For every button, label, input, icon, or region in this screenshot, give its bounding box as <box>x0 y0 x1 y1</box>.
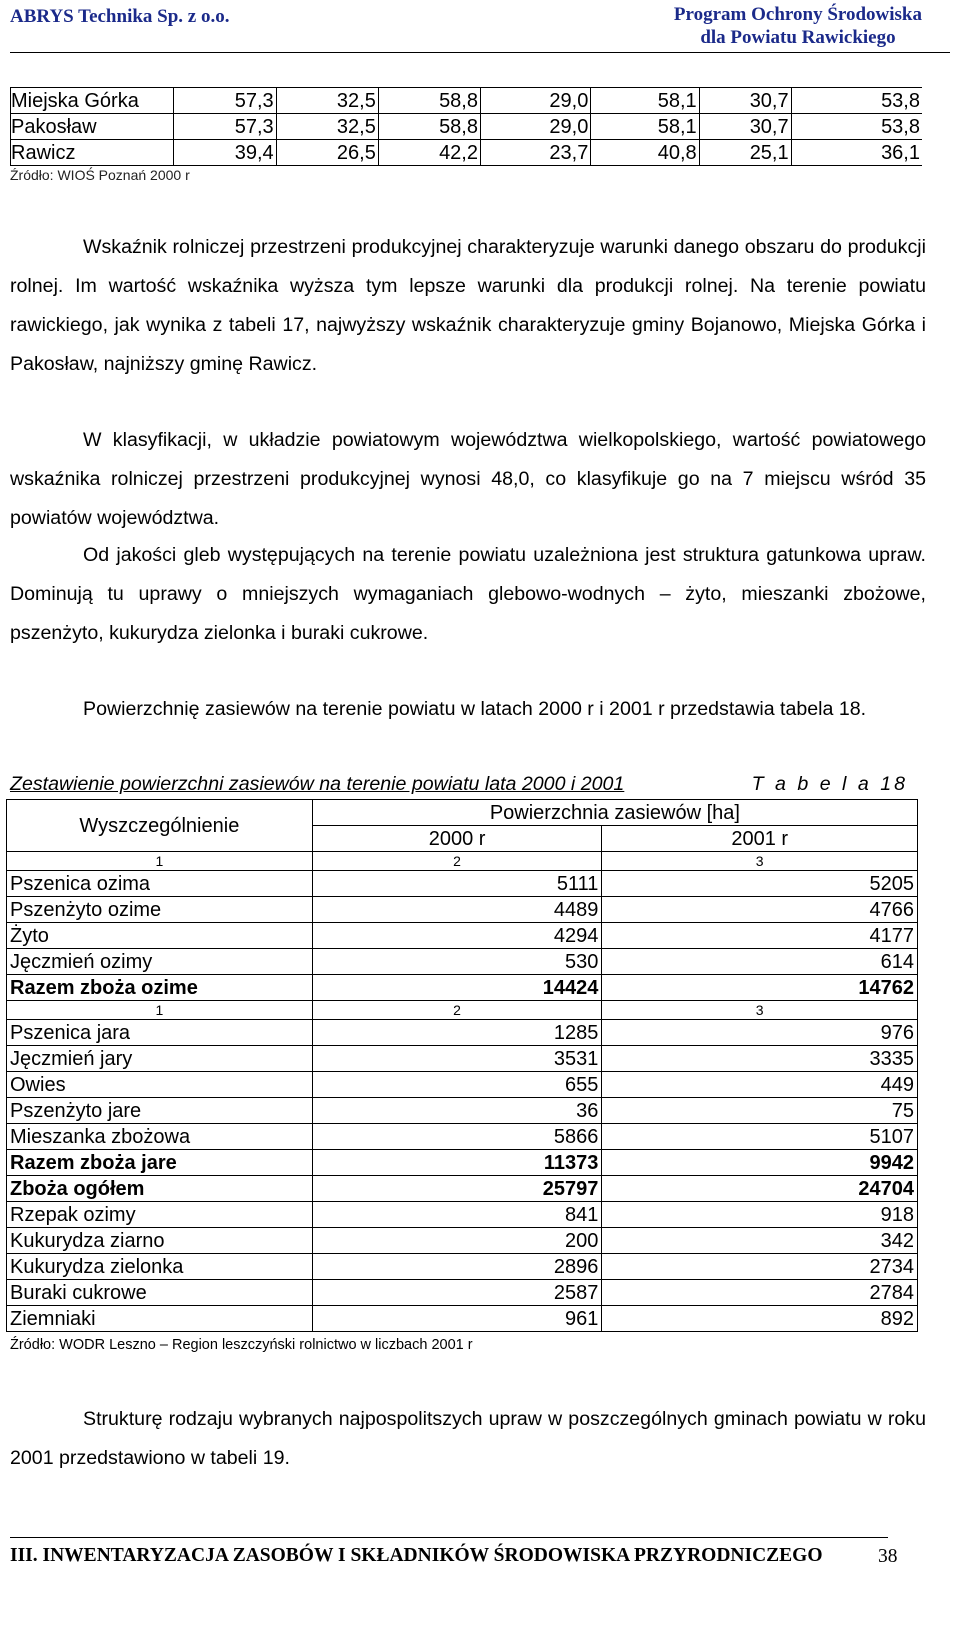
value-2000: 2896 <box>312 1254 602 1280</box>
header-cell-area: Powierzchnia zasiewów [ha] <box>312 800 917 826</box>
table-row <box>7 1254 918 1280</box>
value-2001: 342 <box>602 1228 918 1254</box>
column-index: 1 <box>7 852 313 871</box>
table-row <box>7 923 918 949</box>
table-row <box>7 949 918 975</box>
value-2001: 4177 <box>602 923 918 949</box>
row-label: Pszenżyto jare <box>7 1098 313 1124</box>
value-2000: 961 <box>312 1306 602 1332</box>
paragraph-3: Od jakości gleb występujących na terenie powiatu uzależniona jest struktura gatunkowa upraw. Dominują tu uprawy o mniejszych wymaganiach glebowo-wodnych – żyto, mieszanki zbożowe, pszenżyto, kukurydza zielonka i buraki cukrowe. <box>10 544 926 644</box>
table-18 <box>6 799 918 1332</box>
top-table-row <box>11 88 923 114</box>
table-caption-label: T a b e l a 18 <box>751 773 908 795</box>
value-2001: 892 <box>602 1306 918 1332</box>
row-value: 42,2 <box>378 140 480 166</box>
row-label: Kukurydza ziarno <box>7 1228 313 1254</box>
table-row <box>7 1228 918 1254</box>
row-value: 53,8 <box>791 88 922 114</box>
table-row <box>7 1280 918 1306</box>
value-2000: 5111 <box>312 871 602 897</box>
row-value: 39,4 <box>174 140 276 166</box>
value-2000: 11373 <box>312 1150 602 1176</box>
table-row <box>7 1020 918 1046</box>
value-2000: 841 <box>312 1202 602 1228</box>
row-label: Zboża ogółem <box>7 1176 313 1202</box>
row-label: Kukurydza zielonka <box>7 1254 313 1280</box>
footer-chapter: III. INWENTARYZACJA ZASOBÓW I SKŁADNIKÓW ŚRODOWISKA PRZYRODNICZEGO <box>10 1545 823 1566</box>
row-label: Jęczmień ozimy <box>7 949 313 975</box>
row-value: 40,8 <box>591 140 699 166</box>
paragraph-1: Wskaźnik rolniczej przestrzeni produkcyjnej charakteryzuje warunki danego obszaru do produkcji rolnej. Im wartość wskaźnika wyższa tym lepsze warunki dla produkcji rolnej. Na terenie powiatu rawickiego, jak wynika z tabeli 17, najwyższy wskaźnik charakteryzuje gminy Bojanowo, Miejska Górka i Pakosław, najniższy gminę Rawicz. <box>10 236 926 375</box>
value-2001: 2784 <box>602 1280 918 1306</box>
top-table-source: Źródło: WIOŚ Poznań 2000 r <box>10 167 190 183</box>
value-2001: 24704 <box>602 1176 918 1202</box>
value-2000: 655 <box>312 1072 602 1098</box>
value-2000: 5866 <box>312 1124 602 1150</box>
row-label: Buraki cukrowe <box>7 1280 313 1306</box>
value-2000: 3531 <box>312 1046 602 1072</box>
column-index: 3 <box>602 1001 918 1020</box>
table-caption <box>10 773 922 796</box>
row-label: Jęczmień jary <box>7 1046 313 1072</box>
value-2001: 976 <box>602 1020 918 1046</box>
value-2001: 614 <box>602 949 918 975</box>
header-divider <box>10 52 950 53</box>
row-value: 30,7 <box>699 114 791 140</box>
table-row <box>7 897 918 923</box>
table-row <box>7 1202 918 1228</box>
row-value: 32,5 <box>276 88 378 114</box>
row-label: Pakosław <box>11 114 174 140</box>
row-label: Pszenica ozima <box>7 871 313 897</box>
value-2000: 14424 <box>312 975 602 1001</box>
column-index: 2 <box>312 1001 602 1020</box>
table-row <box>7 871 918 897</box>
header-program <box>674 3 922 49</box>
table-summary-row <box>7 975 918 1001</box>
row-label: Razem zboża ozime <box>7 975 313 1001</box>
value-2001: 4766 <box>602 897 918 923</box>
row-value: 57,3 <box>174 114 276 140</box>
table-row <box>7 1306 918 1332</box>
row-label: Razem zboża jare <box>7 1150 313 1176</box>
value-2001: 5205 <box>602 871 918 897</box>
value-2000: 36 <box>312 1098 602 1124</box>
row-value: 23,7 <box>481 140 591 166</box>
column-index: 3 <box>602 852 918 871</box>
row-value: 26,5 <box>276 140 378 166</box>
value-2001: 5107 <box>602 1124 918 1150</box>
header-cell-item: Wyszczególnienie <box>7 800 313 852</box>
page-number: 38 <box>878 1546 898 1567</box>
value-2000: 200 <box>312 1228 602 1254</box>
column-index-row <box>7 852 918 871</box>
row-value: 57,3 <box>174 88 276 114</box>
row-value: 36,1 <box>791 140 922 166</box>
row-value: 29,0 <box>481 114 591 140</box>
paragraph-5: Strukturę rodzaju wybranych najpospolitszych upraw w poszczególnych gminach powiatu w roku 2001 przedstawiono w tabeli 19. <box>10 1408 926 1469</box>
row-label: Żyto <box>7 923 313 949</box>
value-2000: 4294 <box>312 923 602 949</box>
header-cell-2000: 2000 r <box>312 826 602 852</box>
top-table <box>10 87 922 166</box>
table-summary-row <box>7 1150 918 1176</box>
table-row <box>7 1124 918 1150</box>
row-value: 58,8 <box>378 88 480 114</box>
row-label: Ziemniaki <box>7 1306 313 1332</box>
value-2000: 4489 <box>312 897 602 923</box>
value-2001: 3335 <box>602 1046 918 1072</box>
row-label: Pszenżyto ozime <box>7 897 313 923</box>
row-value: 58,1 <box>591 88 699 114</box>
value-2001: 918 <box>602 1202 918 1228</box>
column-index: 1 <box>7 1001 313 1020</box>
value-2001: 14762 <box>602 975 918 1001</box>
value-2001: 9942 <box>602 1150 918 1176</box>
row-value: 32,5 <box>276 114 378 140</box>
paragraph-2: W klasyfikacji, w układzie powiatowym województwa wielkopolskiego, wartość powiatowego wskaźnika rolniczej przestrzeni produkcyjnej wynosi 48,0, co klasyfikuje go na 7 miejscu wśród 35 powiatów województwa. <box>10 429 926 529</box>
header-program-line1: Program Ochrony Środowiska <box>673 4 922 25</box>
row-label: Pszenica jara <box>7 1020 313 1046</box>
value-2001: 2734 <box>602 1254 918 1280</box>
row-value: 58,1 <box>591 114 699 140</box>
header-company: ABRYS Technika Sp. z o.o. <box>10 6 230 27</box>
column-index-row <box>7 1001 918 1020</box>
table-row <box>7 1046 918 1072</box>
row-value: 53,8 <box>791 114 922 140</box>
row-label: Rawicz <box>11 140 174 166</box>
table-row <box>7 1072 918 1098</box>
table-18-source: Źródło: WODR Leszno – Region leszczyński rolnictwo w liczbach 2001 r <box>10 1337 473 1353</box>
value-2000: 2587 <box>312 1280 602 1306</box>
row-value: 58,8 <box>378 114 480 140</box>
row-value: 25,1 <box>699 140 791 166</box>
top-table-row <box>11 140 923 166</box>
top-table-row <box>11 114 923 140</box>
table-header-row <box>7 800 918 826</box>
footer-divider <box>10 1537 888 1538</box>
row-label: Owies <box>7 1072 313 1098</box>
value-2000: 1285 <box>312 1020 602 1046</box>
value-2000: 530 <box>312 949 602 975</box>
table-caption-title: Zestawienie powierzchni zasiewów na terenie powiatu lata 2000 i 2001 <box>10 773 625 795</box>
value-2000: 25797 <box>312 1176 602 1202</box>
header-program-line2: dla Powiatu Rawickiego <box>700 27 896 48</box>
row-label: Mieszanka zbożowa <box>7 1124 313 1150</box>
value-2001: 75 <box>602 1098 918 1124</box>
table-summary-row <box>7 1176 918 1202</box>
row-label: Rzepak ozimy <box>7 1202 313 1228</box>
value-2001: 449 <box>602 1072 918 1098</box>
row-value: 30,7 <box>699 88 791 114</box>
row-value: 29,0 <box>481 88 591 114</box>
paragraph-4: Powierzchnię zasiewów na terenie powiatu w latach 2000 r i 2001 r przedstawia tabela 18. <box>83 698 867 720</box>
row-label: Miejska Górka <box>11 88 174 114</box>
table-row <box>7 1098 918 1124</box>
header-cell-2001: 2001 r <box>602 826 918 852</box>
column-index: 2 <box>312 852 602 871</box>
